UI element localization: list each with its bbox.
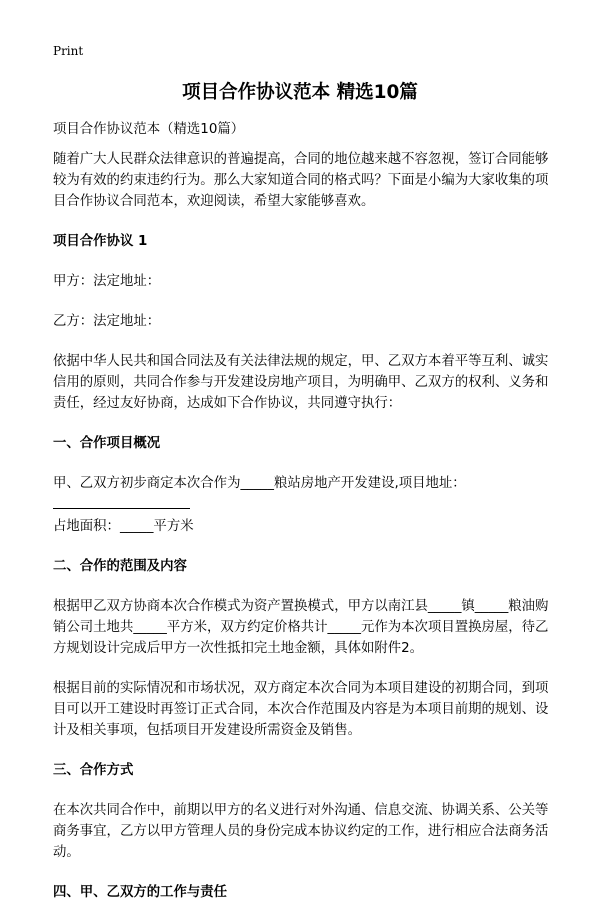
section-1-heading: 一、合作项目概况 [53,436,161,451]
section-2-paragraph-1: 根据甲乙双方协商本次合作模式为资产置换模式，甲方以南江县_____镇_____粮油购销公司土地共_____平方米，双方约定价格共计_____元作为本次项目置换房屋，待乙方规划设计完成后甲方一次性抵扣完土地金额，具体如附件2。 [53,599,549,656]
section-3-paragraph: 在本次共同合作中，前期以甲方的名义进行对外沟通、信息交流、协调关系、公关等商务事宜，乙方以甲方管理人员的身份完成本协议约定的工作，进行相应合法商务活动。 [53,803,549,860]
party-b-line: 乙方：法定地址： [53,314,161,329]
section-2-paragraph-2: 根据目前的实际情况和市场状况，双方商定本次合同为本项目建设的初期合同，到项目可以开工建设时再签订正式合同，本次合作范围及内容是为本项目前期的规划、设计及相关事项，包括项目开发建设所需资金及销售。 [53,681,549,738]
document-title: 项目合作协议范本 精选10篇 [182,82,418,103]
section-1-area: 占地面积：_____平方米 [53,519,194,534]
section-1-text: 甲、乙双方初步商定本次合作为_____粮站房地产开发建设,项目地址： [53,476,466,491]
document-body [53,119,553,922]
section-3-heading: 三、合作方式 [53,763,134,778]
section-2-heading: 二、合作的范围及内容 [53,559,187,574]
preamble-paragraph: 依据中华人民共和国合同法及有关法律法规的规定，甲、乙双方本着平等互利、诚实信用的原则，共同合作参与开发建设房地产项目，为明确甲、乙双方的权利、义务和责任，经过友好协商，达成如下合作协议，共同遵守执行： [53,354,549,411]
print-label[interactable]: Print [53,44,84,58]
address-blank-line [53,494,190,509]
section-4-heading: 四、甲、乙双方的工作与责任 [53,885,228,900]
party-a-line: 甲方：法定地址： [53,274,161,289]
intro-paragraph: 随着广大人民群众法律意识的普遍提高，合同的地位越来越不容忽视，签订合同能够较为有效的约束违约行为。那么大家知道合同的格式吗？下面是小编为大家收集的项目合作协议合同范本，欢迎阅读，希望大家能够喜欢。 [53,152,549,209]
document-subtitle: 项目合作协议范本（精选10篇） [53,122,245,137]
agreement-heading: 项目合作协议 1 [53,234,148,249]
